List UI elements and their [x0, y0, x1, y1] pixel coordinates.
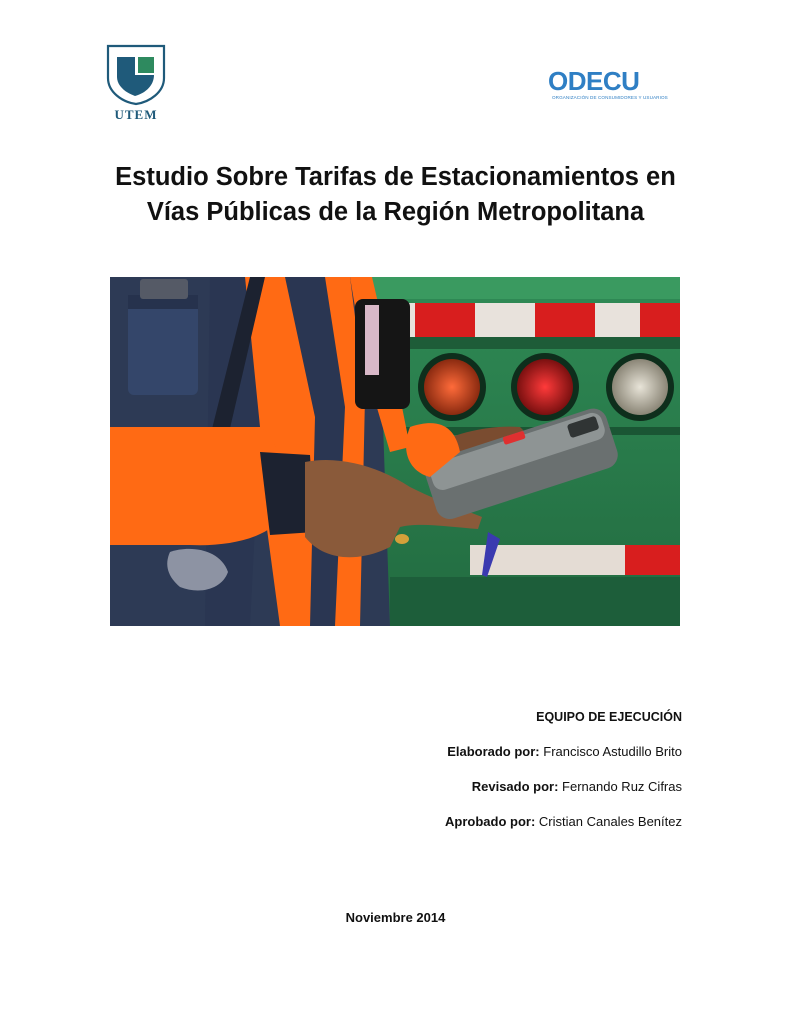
odecu-logo [544, 66, 684, 106]
cover-photo [110, 277, 680, 626]
team-member-elaborado [262, 742, 682, 777]
team-heading: EQUIPO DE EJECUCIÓN [536, 710, 682, 724]
utem-emblem-icon [104, 44, 168, 106]
document-title-line-2: Vías Públicas de la Región Metropolitana [146, 198, 645, 226]
odecu-logo-subtitle: ORGANIZACIÓN DE CONSUMIDORES Y USUARIOS [552, 95, 668, 100]
team-member-role: Elaborado por: [447, 744, 540, 759]
team-member-name: Cristian Canales Benítez [538, 814, 682, 829]
team-member-role: Aprobado por: [445, 814, 536, 829]
document-title-line-1: Estudio Sobre Tarifas de Estacionamientos en [115, 163, 676, 191]
team-member-name: Fernando Ruz Cifras [562, 779, 682, 794]
odecu-logo-name: ODECU [548, 66, 640, 96]
team-member-revisado [262, 777, 682, 812]
team-member-role: Revisado por: [471, 779, 559, 794]
document-date: Noviembre 2014 [345, 910, 446, 925]
parking-attendant-photo-image [110, 277, 680, 626]
execution-team [262, 707, 682, 847]
utem-logo-text: UTEM [114, 107, 158, 122]
team-member-name: Francisco Astudillo Brito [543, 744, 682, 759]
team-member-aprobado [262, 812, 682, 847]
document-title [60, 160, 731, 230]
utem-logo [104, 44, 168, 124]
